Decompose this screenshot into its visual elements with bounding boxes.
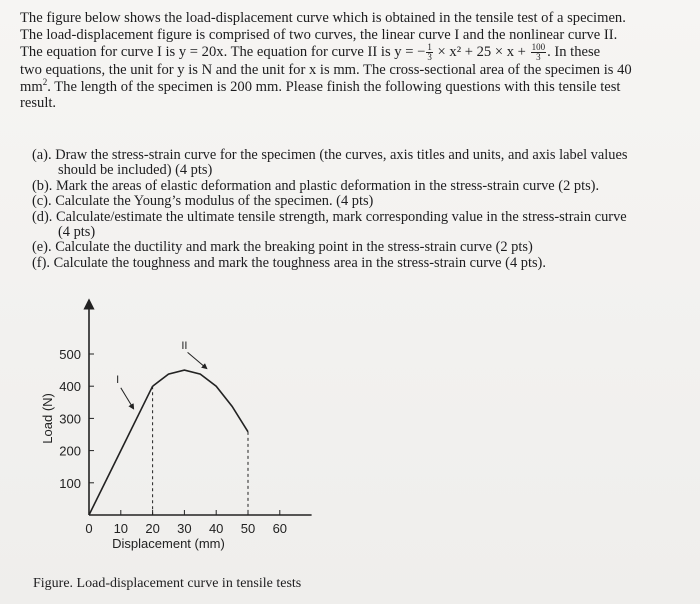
question-text: Draw the stress-strain curve for the specimen (the curves, axis titles and units, and axis label values [55,147,628,163]
figure-caption: Figure. Load-displacement curve in tensile tests [33,576,302,591]
y-tick-label: 400 [59,379,81,395]
fraction-one-third [426,43,433,62]
intro-line-6: result. [20,95,57,112]
question-continuation: (4 pts) [58,224,96,241]
curve-II-pointer [188,352,207,368]
y-axis-title: Load (N) [40,393,55,444]
chart-axes [59,304,311,536]
intro-line-1: The figure below shows the load-displacement curve which is obtained in the tensile test of a specimen. [20,10,626,26]
question-label: (b). [32,177,53,194]
intro-line-3 [20,43,680,62]
question-label: (e). [32,239,52,256]
curve-II [153,370,248,432]
fraction-denominator: 3 [536,52,541,63]
x-tick-label: 50 [240,521,256,536]
question-text: Calculate the ductility and mark the breaking point in the stress-strain curve (2 pts) [55,239,533,256]
equation-text-b: × x² + 25 × x + [437,44,526,61]
unit-mm: mm [20,78,43,95]
question-label: (f). [32,254,50,271]
load-displacement-chart [0,296,700,566]
question-text: Calculate the toughness and mark the toughness area in the stress-strain curve (4 pts). [53,254,546,271]
chart-curves [89,370,248,515]
x-tick-label: 0 [85,521,93,536]
x-tick-label: 40 [208,521,224,536]
question-c [32,194,652,209]
y-tick-label: 300 [59,411,81,427]
question-e [32,240,652,255]
question-label: (d). [32,208,53,225]
question-continuation: should be included) (4 pts) [58,162,213,179]
question-f [32,256,652,271]
curve-I [89,386,153,515]
question-text: Calculate the Young’s modulus of the specimen. (4 pts) [55,193,374,210]
fraction-denominator: 3 [427,52,432,63]
equation-text-a: The equation for curve I is y = 20x. The equation for curve II is y = − [20,44,426,61]
intro-text-length: . The length of the specimen is 200 mm. Please finish the following questions with this tensile test [47,78,621,95]
y-tick-label: 100 [59,475,81,491]
load-displacement-figure [0,296,700,566]
y-tick-label: 500 [59,347,81,362]
question-text: Mark the areas of elastic deformation and plastic deformation in the stress-strain curve (2 pts). [56,177,600,194]
question-label: (c). [32,193,52,210]
intro-line-4: two equations, the unit for y is N and the unit for x is mm. The cross-sectional area of the specimen is 40 [20,62,632,79]
intro-line-5 [20,76,680,96]
question-d [32,210,652,241]
question-list [32,148,652,271]
question-b [32,179,652,194]
fraction-numerator: 100 [531,42,546,53]
question-a [32,148,652,179]
problem-statement [20,10,680,112]
x-tick-label: 60 [272,521,288,536]
superscript-2: 2 [42,76,48,87]
question-text: Calculate/estimate the ultimate tensile strength, mark corresponding value in the stress-strain curve [56,208,627,225]
x-axis-title: Displacement (mm) [112,536,225,551]
fraction-numerator: 1 [427,42,432,53]
x-tick-label: 30 [177,521,192,536]
question-label: (a). [32,147,52,163]
x-tick-label: 20 [145,521,160,536]
equation-text-c: . In these [547,44,601,61]
curve-label-II: II [181,340,188,353]
curve-label-I: I [116,373,120,386]
intro-line-2: The load-displacement figure is comprised of two curves, the linear curve I and the nonlinear curve II. [20,26,618,43]
x-tick-label: 10 [113,521,129,536]
fraction-hundred-third [531,43,547,62]
y-tick-label: 200 [59,443,81,459]
curve-I-pointer [121,388,134,409]
